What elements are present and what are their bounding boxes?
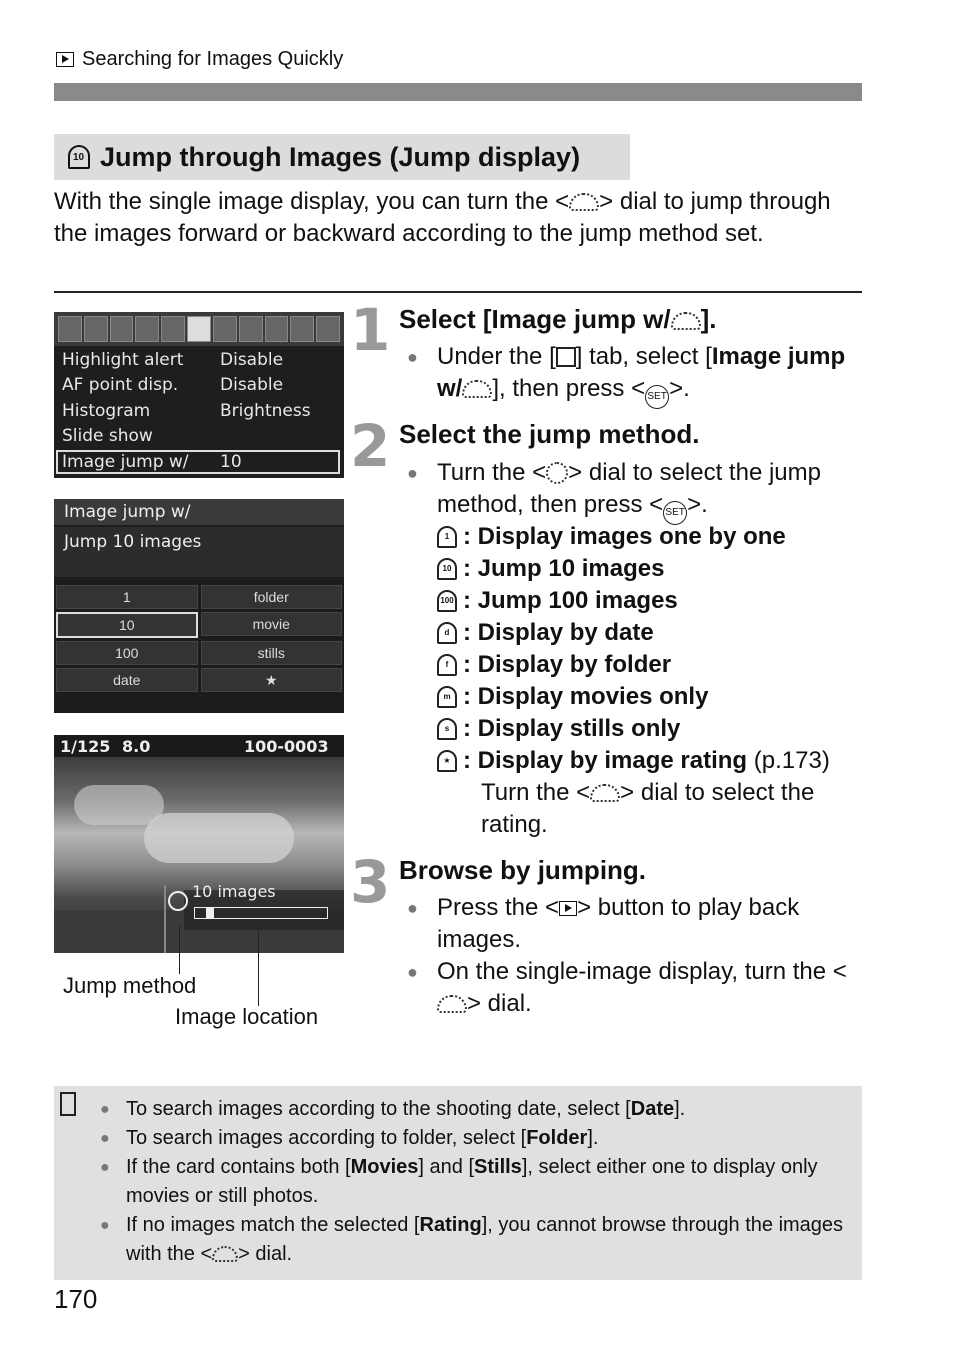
image-location-marker (206, 907, 214, 919)
menu-row: AF point disp. Disable (62, 375, 284, 395)
grid-cell: date (56, 668, 198, 692)
playback-screenshot (54, 735, 344, 953)
step-number: 3 (350, 848, 391, 916)
page-reference: (p.173) (753, 747, 830, 774)
screen-title: Image jump w/ (64, 502, 191, 522)
aperture: 8.0 (122, 737, 151, 756)
main-dial-icon (437, 995, 467, 1013)
jump-1-icon: 1 (437, 526, 457, 548)
step-title: Select the jump method. (399, 419, 700, 449)
note-item: ● If the card contains both [Movies] and [Stills], select either one to display only movies or still photos. (100, 1156, 818, 1207)
step-instruction: ● On the single-image display, turn the <> dial. (407, 958, 847, 1017)
caption-jump-method: Jump method (63, 973, 197, 998)
jump-rating-icon: ★ (437, 750, 457, 772)
menu-row: Slide show (62, 426, 153, 446)
method-item: s : Display stills only (437, 713, 862, 745)
playback-button-icon (559, 901, 577, 916)
jump-stills-icon: s (437, 718, 457, 740)
jump-movies-icon: m (437, 686, 457, 708)
note-item: ● To search images according to folder, select [Folder]. (100, 1127, 599, 1149)
jump-method-overlay-icon (168, 891, 188, 911)
method-item: 1 : Display images one by one (437, 521, 862, 553)
grid-cell: ★ (201, 668, 343, 692)
image-location-bar (194, 907, 328, 919)
running-header (56, 48, 343, 71)
playback-menu-tab-icon (556, 347, 576, 367)
page-number: 170 (54, 1284, 98, 1314)
jump-method-screenshot (54, 499, 344, 713)
method-item: 100 : Jump 100 images (437, 585, 862, 617)
jump-method-grid (56, 585, 342, 692)
grid-cell: 1 (56, 585, 198, 609)
menu-row: Image jump w/ 10 (62, 452, 242, 472)
method-item: ★ : Display by image rating (p.173) (437, 745, 862, 777)
grid-cell: folder (201, 585, 343, 609)
step-title: Browse by jumping. (399, 855, 647, 885)
note-item: ● If no images match the selected [Rating], you cannot browse through the images with the < > dial. (100, 1214, 844, 1265)
header-title: Searching for Images Quickly (82, 48, 344, 70)
step-instruction: ● Press the < > button to play back images. (407, 894, 800, 953)
main-dial-icon (212, 1246, 238, 1262)
step-number: 1 (350, 296, 391, 364)
step-title: Select [Image jump w/ ]. (399, 304, 717, 334)
leader-line (179, 926, 180, 974)
header-bar (54, 83, 862, 101)
method-item: d : Display by date (437, 617, 862, 649)
grid-cell: movie (201, 612, 343, 636)
step-number: 2 (350, 412, 391, 480)
jump-method-list (437, 521, 862, 777)
jump-10-icon (68, 145, 90, 169)
jump-folder-icon: f (437, 654, 457, 676)
step-instruction: ● Turn the < > dial to select the jump method, then press < SET>. (403, 457, 863, 525)
set-button-icon: SET (645, 385, 669, 409)
file-number: 100-0003 (244, 737, 329, 756)
jump-100-icon: 100 (437, 590, 457, 612)
method-item: m : Display movies only (437, 681, 862, 713)
screen-subtitle: Jump 10 images (64, 532, 202, 552)
menu-tab-strip (54, 312, 344, 346)
divider (54, 291, 862, 293)
memo-icon (60, 1092, 76, 1116)
main-dial-icon (671, 312, 701, 330)
grid-cell-selected: 10 (56, 612, 198, 638)
method-item: f : Display by folder (437, 649, 862, 681)
intro-text-2: > dial to jump through the images forward or backward according to the jump method set. (54, 188, 831, 247)
menu-row: Highlight alert Disable (62, 350, 284, 370)
grid-cell: stills (201, 641, 343, 665)
intro-text-1: With the single image display, you can turn the < (54, 188, 570, 215)
playback-icon (56, 52, 74, 67)
section-heading (54, 134, 630, 180)
set-button-icon: SET (663, 501, 687, 525)
menu-row: Histogram Brightness (62, 401, 311, 421)
notes-list (100, 1095, 850, 1269)
intro-paragraph (54, 186, 864, 250)
jump-date-icon: d (437, 622, 457, 644)
jump-10-icon: 10 (437, 558, 457, 580)
jump-overlay-label: 10 images (192, 882, 276, 901)
rating-instruction: Turn the < > dial to select the rating. (481, 779, 815, 838)
grid-cell: 100 (56, 641, 198, 665)
quick-control-dial-icon (546, 462, 568, 484)
main-dial-icon (462, 380, 492, 398)
menu-screenshot (54, 312, 344, 478)
note-item: ● To search images according to the shooting date, select [Date]. (100, 1098, 686, 1120)
step-instruction: ● Under the [ ] tab, select [Image jump w/ ], then press < SET>. (403, 341, 863, 409)
section-title: Jump through Images (Jump display) (100, 141, 581, 172)
method-item: 10 : Jump 10 images (437, 553, 862, 585)
main-dial-icon (569, 193, 599, 211)
main-dial-icon (590, 784, 620, 802)
shutter-speed: 1/125 (60, 737, 111, 756)
caption-image-location: Image location (175, 1004, 319, 1029)
leader-line (258, 930, 259, 1006)
